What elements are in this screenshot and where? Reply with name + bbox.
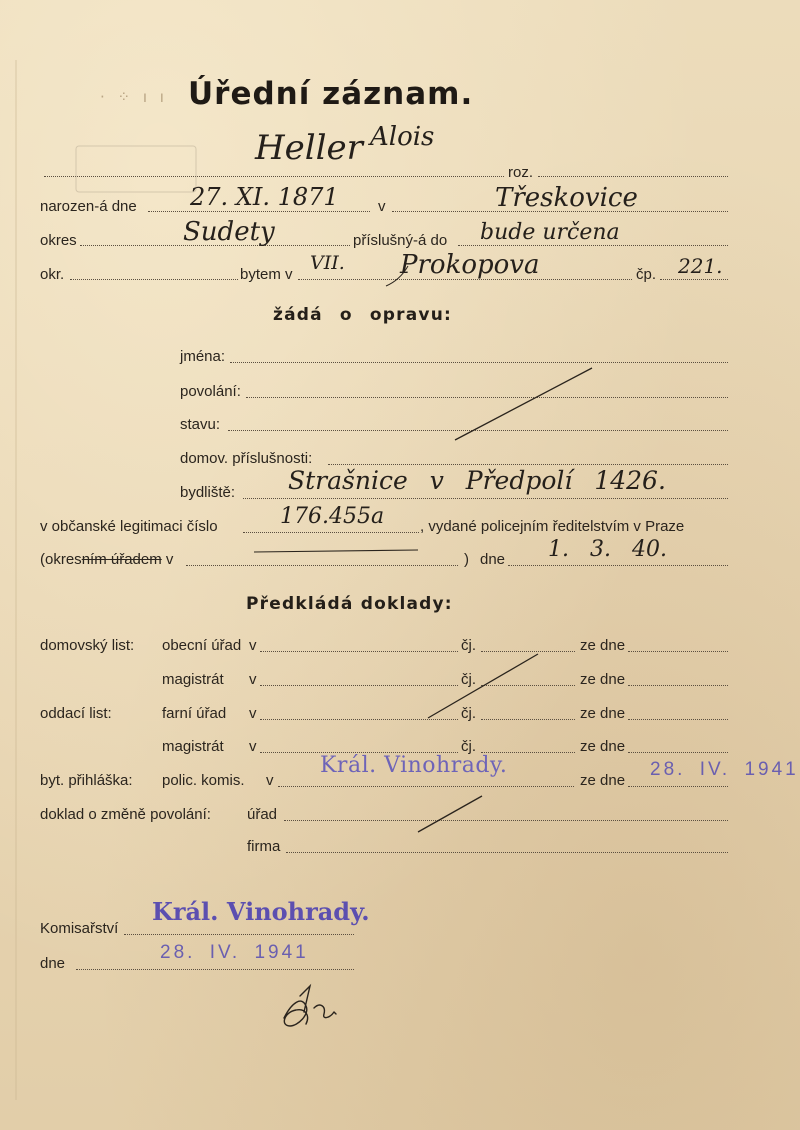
born-in-label: v <box>378 198 386 215</box>
doc-row-category: oddací list: <box>40 705 112 722</box>
police-stamp-value: Král. Vinohrady. <box>320 753 508 778</box>
page-title: Úřední záznam. <box>188 76 474 112</box>
doc-row-v: v <box>249 738 257 755</box>
doc-row-cj: čj. <box>461 637 476 654</box>
status-label: stavu: <box>180 416 221 433</box>
residing-label: bytem v <box>240 266 293 283</box>
names-label: jména: <box>180 348 226 365</box>
house-no-label: čp. <box>636 266 657 283</box>
dne-label: dne <box>480 551 506 568</box>
doc-row-date-label: ze dne <box>580 705 626 722</box>
doc-row-v: v <box>249 637 257 654</box>
house-no-value: 221. <box>678 254 723 278</box>
profession-change-label: doklad o změně povolání: <box>40 806 211 823</box>
doc-row-office: farní úřad <box>162 705 227 722</box>
given-name-handwritten: Alois <box>370 122 435 152</box>
issued-label: , vydané policejním ředitelstvím v Praze <box>420 518 685 535</box>
profession-change-office: úřad <box>247 806 278 823</box>
signature <box>284 986 336 1026</box>
profession-label: povolání: <box>180 383 241 400</box>
doc-row-cj: čj. <box>461 671 476 688</box>
footer-date-stamp: 28. IV. 1941 <box>160 942 309 963</box>
cancel-stroke-profession <box>418 796 482 832</box>
doc-row-date-label: ze dne <box>580 738 626 755</box>
id-label: v občanské legitimaci číslo <box>40 518 218 535</box>
doc-row-category: domovský list: <box>40 637 135 654</box>
id-value: 176.455a <box>280 504 385 529</box>
belongs-label: příslušný-á do <box>353 232 448 249</box>
documents-heading: Předkládá doklady: <box>246 594 453 614</box>
police-stamp-date: 28. IV. 1941 <box>650 759 799 780</box>
doc-row-cj: čj. <box>461 705 476 722</box>
firm-label: firma <box>247 838 281 855</box>
doc-row-v: v <box>249 671 257 688</box>
doc-row-date-label: ze dne <box>580 637 626 654</box>
belongs-value: bude určena <box>480 220 620 245</box>
residence-label: bydliště: <box>180 484 236 501</box>
correction-heading: žádá o opravu: <box>273 305 453 325</box>
domicile-label: domov. příslušnosti: <box>180 450 313 467</box>
ghost-stamp <box>76 146 196 192</box>
doc-row-cj: čj. <box>461 738 476 755</box>
district-value: Sudety <box>183 217 275 247</box>
dash-stroke-district-office <box>254 550 418 552</box>
doc-row-date-label: ze dne <box>580 671 626 688</box>
cancel-stroke-correction <box>455 368 592 440</box>
district-office-struck: ním úřadem <box>81 551 162 568</box>
doc-row-office: obecní úřad <box>162 637 242 654</box>
doc-row-date-label: ze dne <box>580 772 626 789</box>
residing-district-value: VII. <box>310 252 345 274</box>
doc-row-office: polic. komis. <box>162 772 245 789</box>
district-label: okres <box>40 232 77 249</box>
residing-street-value: Prokopova <box>400 250 540 280</box>
residence-value: Strašnice v Předpolí 1426. <box>288 466 666 495</box>
doc-row-v: v <box>249 705 257 722</box>
paren-close: ) <box>464 551 469 568</box>
doc-row-office: magistrát <box>162 738 224 755</box>
commissariat-label: Komisařství <box>40 920 119 937</box>
dne-value: 1. 3. 40. <box>548 537 667 562</box>
footer-date-label: dne <box>40 955 66 972</box>
district-office-prefix: (okres <box>40 551 82 568</box>
roz-label: roz. <box>508 164 534 181</box>
cancel-stroke-documents <box>428 654 538 718</box>
commissariat-stamp: Král. Vinohrady. <box>152 897 370 926</box>
okr-label: okr. <box>40 266 65 283</box>
doc-row-office: magistrát <box>162 671 224 688</box>
born-date-value: 27. XI. 1871 <box>190 183 339 211</box>
ink-mark <box>386 266 408 286</box>
born-place-value: Třeskovice <box>495 183 638 213</box>
faint-mark: · ⁘ ı ı <box>100 88 168 106</box>
doc-row-category: byt. přihláška: <box>40 772 133 789</box>
born-label: narozen-á dne <box>40 198 137 215</box>
doc-row-v: v <box>266 772 274 789</box>
surname-handwritten: Heller <box>255 128 363 168</box>
district-office-suffix: v <box>165 551 174 568</box>
